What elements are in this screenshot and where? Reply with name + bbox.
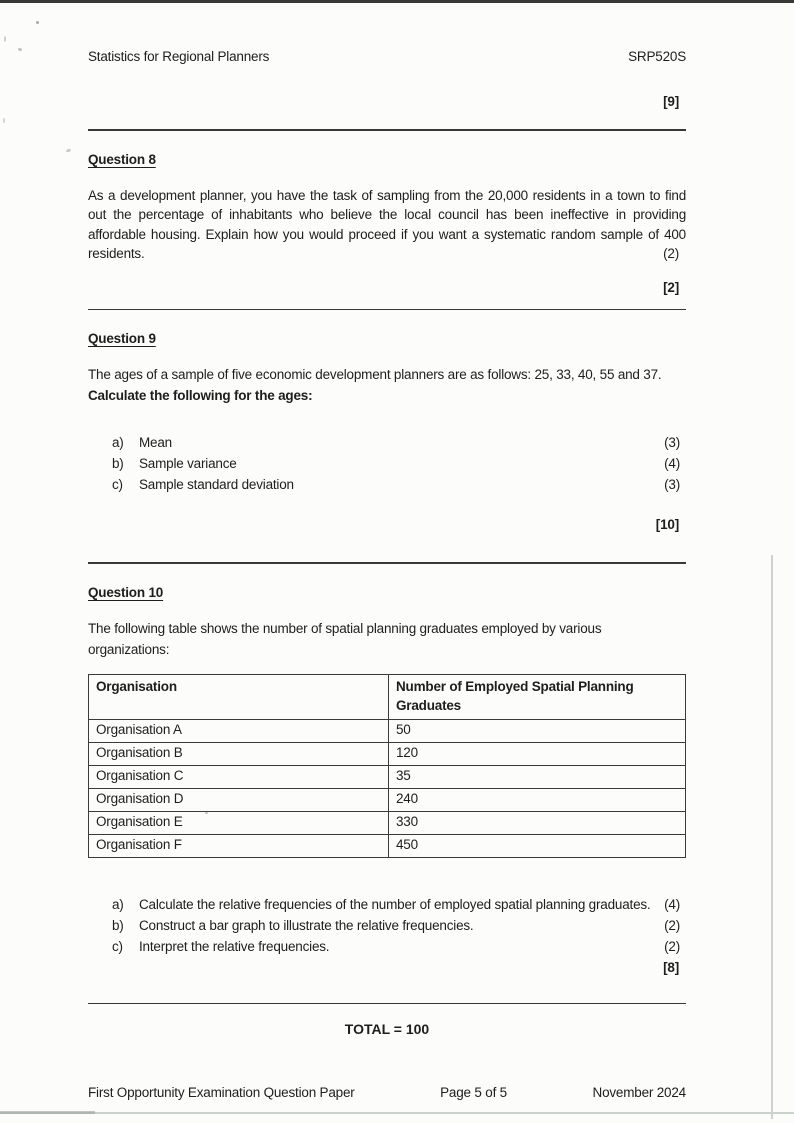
item-text: Interpret the relative frequencies. xyxy=(139,938,330,954)
question-9-intro: The ages of a sample of five economic development planners are as follows: 25, 33, 40, 55 and 37. xyxy=(88,367,662,383)
question-9-instruction: Calculate the following for the ages: xyxy=(88,388,313,404)
page-header xyxy=(88,48,686,65)
footer-paper-name: First Opportunity Examination Question Paper xyxy=(88,1085,355,1101)
item-label: c) xyxy=(112,477,123,493)
question-8-text: As a development planner, you have the task of sampling from the 20,000 residents in a town to find out the percentage of inhabitants who believe the local council has been ineffective in providing affordable housing. Explain how you would proceed if you want a systematic random sample of 400 residents. xyxy=(88,187,686,262)
table-row xyxy=(89,811,686,834)
question-8-mark: (2) xyxy=(663,246,679,262)
item-text: Construct a bar graph to illustrate the relative frequencies. xyxy=(139,917,474,933)
course-code: SRP520S xyxy=(628,49,686,64)
item-text: Mean xyxy=(139,435,172,451)
question-9-title: Question 9 xyxy=(88,331,156,347)
item-mark: (4) xyxy=(664,896,680,912)
question-9-total: [10] xyxy=(655,517,679,533)
organisation-cell: Organisation B xyxy=(89,742,389,765)
item-text: Sample standard deviation xyxy=(139,477,294,493)
question-10-section xyxy=(88,584,686,976)
footer-page-number: Page 5 of 5 xyxy=(440,1085,507,1101)
question-9-section xyxy=(88,330,686,533)
section-divider xyxy=(88,309,686,311)
item-mark: (3) xyxy=(664,435,680,451)
count-cell: 120 xyxy=(389,742,686,765)
organisation-cell: Organisation F xyxy=(89,834,389,857)
count-cell: 50 xyxy=(389,719,686,742)
item-mark: (2) xyxy=(664,917,680,933)
question-8-body xyxy=(88,186,686,264)
item-label: a) xyxy=(112,896,124,912)
table-row xyxy=(89,742,686,765)
item-text: Calculate the relative frequencies of the number of employed spatial planning graduates. xyxy=(139,896,651,912)
item-mark: (2) xyxy=(664,938,680,954)
item-label: b) xyxy=(112,456,124,472)
paper-total: TOTAL = 100 xyxy=(344,1021,430,1038)
section-divider xyxy=(88,562,686,564)
list-item xyxy=(112,894,686,915)
organisation-cell: Organisation E xyxy=(89,811,389,834)
scan-artifact-bottom-edge xyxy=(0,1112,794,1114)
item-label: a) xyxy=(112,435,124,451)
list-item xyxy=(112,915,686,936)
page-footer xyxy=(88,1084,686,1101)
list-item xyxy=(112,936,686,957)
table-row xyxy=(89,719,686,742)
item-label: b) xyxy=(112,917,124,933)
list-item xyxy=(112,432,686,453)
count-cell: 330 xyxy=(389,811,686,834)
table-row xyxy=(89,765,686,788)
table-header-organisation: Organisation xyxy=(89,674,389,719)
list-item xyxy=(112,474,686,495)
item-mark: (4) xyxy=(664,456,680,472)
item-label: c) xyxy=(112,938,123,954)
question-10-title: Question 10 xyxy=(88,584,164,600)
section-divider xyxy=(88,1003,686,1005)
question-8-total: [2] xyxy=(663,279,679,295)
count-cell: 450 xyxy=(389,834,686,857)
table-row xyxy=(89,788,686,811)
count-cell: 240 xyxy=(389,788,686,811)
organisation-cell: Organisation D xyxy=(89,788,389,811)
question-9-items xyxy=(112,432,686,495)
course-title: Statistics for Regional Planners xyxy=(88,49,270,64)
question-10-total: [8] xyxy=(663,959,679,975)
item-text: Sample variance xyxy=(139,456,237,472)
previous-question-total: [9] xyxy=(663,94,679,109)
organisation-cell: Organisation A xyxy=(89,719,389,742)
scan-artifact-bottom-left xyxy=(0,1111,95,1114)
question-10-items xyxy=(112,894,686,957)
organisation-cell: Organisation C xyxy=(89,765,389,788)
table-header-graduates: Number of Employed Spatial Planning Graduates xyxy=(389,674,686,719)
question-8-title: Question 8 xyxy=(88,151,156,167)
list-item xyxy=(112,453,686,474)
section-divider xyxy=(88,129,686,131)
item-mark: (3) xyxy=(664,477,680,493)
count-cell: 35 xyxy=(389,765,686,788)
table-row xyxy=(89,834,686,857)
question-10-intro: The following table shows the number of spatial planning graduates employed by various organizations: xyxy=(88,620,602,657)
table-header-row xyxy=(89,674,686,719)
question-8-section xyxy=(88,151,686,296)
footer-date: November 2024 xyxy=(592,1085,686,1101)
graduates-table xyxy=(88,674,686,858)
